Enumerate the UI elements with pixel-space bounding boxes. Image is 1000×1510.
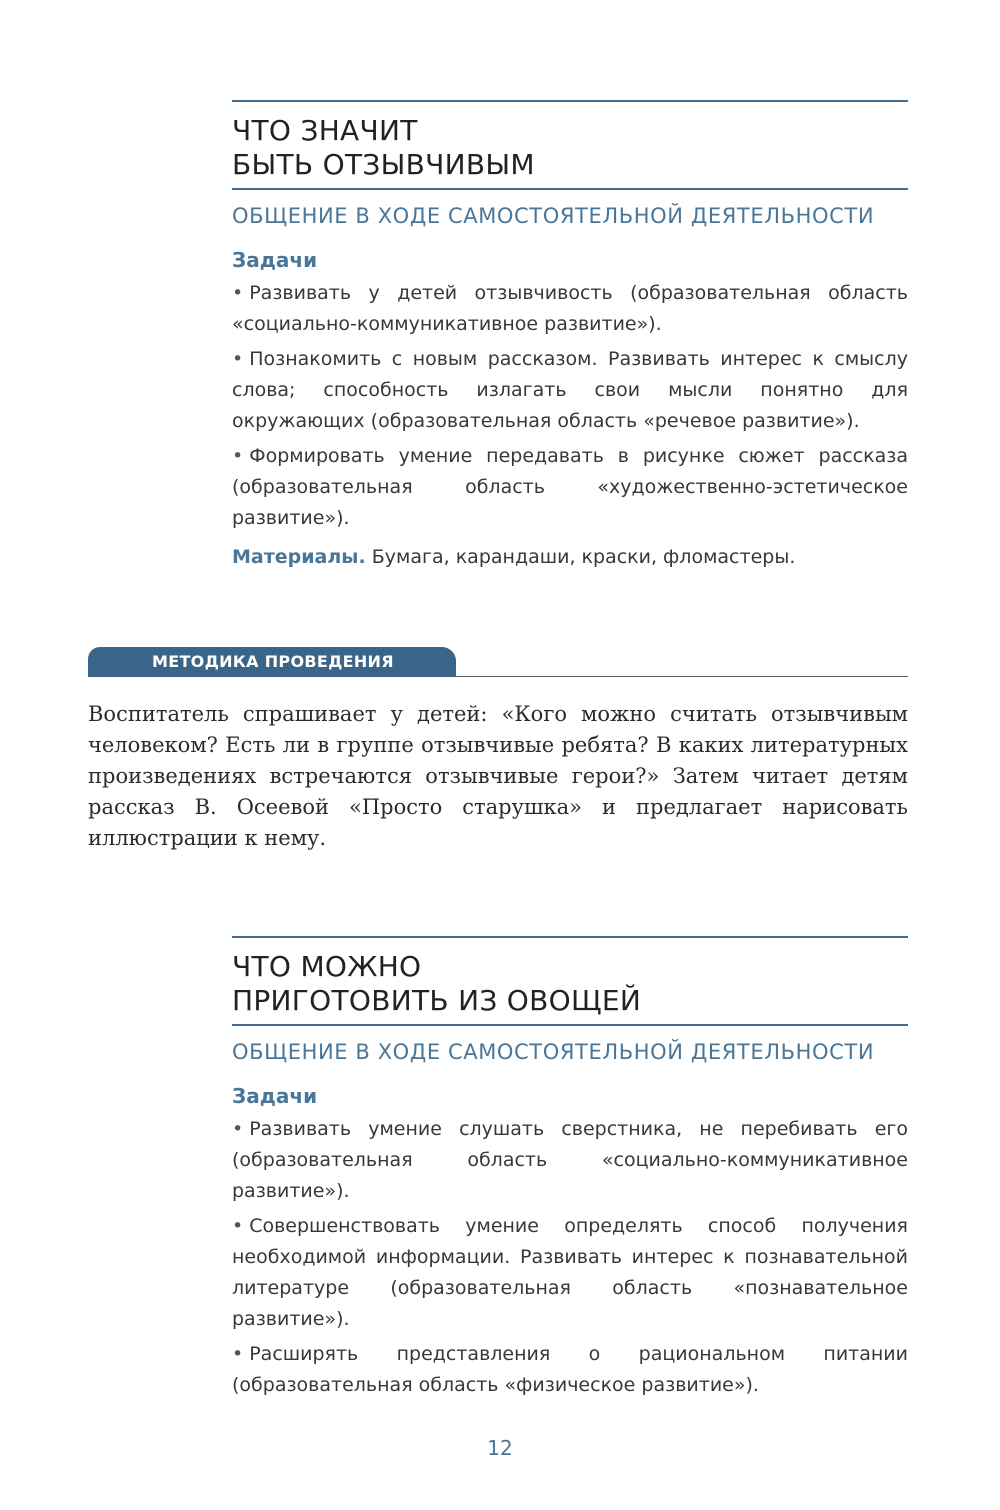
section-title [232,950,908,1018]
task-item [232,441,908,534]
task-item [232,1211,908,1335]
title-top-rule [232,936,908,938]
bullet-icon: • [232,1343,244,1365]
bullet-icon: • [232,282,244,304]
title-top-rule [232,100,908,102]
task-text: Познакомить с новым рассказом. Развивать интерес к смыслу слова; способность излагать свои мысли понятно для окружающих (образовательная область «речевое развитие»). [232,348,908,432]
materials [232,542,908,573]
bullet-icon: • [232,348,244,370]
task-item [232,344,908,437]
bullet-icon: • [232,1215,244,1237]
task-text: Совершенствовать умение определять способ получения необходимой информации. Развивать интерес к познавательной литературе (образовательная область «познавательное развитие»). [232,1215,908,1330]
bullet-icon: • [232,1118,244,1140]
section-responsive [232,100,908,573]
materials-label: Материалы. [232,546,366,568]
task-item [232,1339,908,1401]
materials-text: Бумага, карандаши, краски, фломастеры. [371,546,796,568]
section-subtitle: ОБЩЕНИЕ В ХОДЕ САМОСТОЯТЕЛЬНОЙ ДЕЯТЕЛЬНОСТИ [232,204,875,228]
section-subtitle: ОБЩЕНИЕ В ХОДЕ САМОСТОЯТЕЛЬНОЙ ДЕЯТЕЛЬНОСТИ [232,1040,875,1064]
task-text: Развивать умение слушать сверстника, не перебивать его (образовательная область «социально-коммуникативное развитие»). [232,1118,908,1202]
task-text: Развивать у детей отзывчивость (образовательная область «социально-коммуникативное развитие»). [232,282,908,335]
bullet-icon: • [232,445,244,467]
tasks-label: Задачи [232,1084,318,1108]
tasks-label: Задачи [232,248,318,272]
method-paragraph: Воспитатель спрашивает у детей: «Кого можно считать отзывчивым человеком? Есть ли в группе отзывчивые ребята? В каких литературных произведениях встречаются отзывчивые герои?» Затем читает детям рассказ В. Осеевой «Просто старушка» и предлагает нарисовать иллюстрации к нему. [88,702,908,850]
task-item [232,278,908,340]
task-item [232,1114,908,1207]
task-text: Расширять представления о рациональном питании (образовательная область «физическое развитие»). [232,1343,908,1396]
section-title [232,114,908,182]
method-tab-label: МЕТОДИКА ПРОВЕДЕНИЯ [88,647,456,677]
title-bottom-rule [232,1024,908,1026]
section-title-line-1: ЧТО МОЖНО [232,950,422,983]
method-header [88,647,908,679]
page-number: 12 [487,1436,513,1460]
title-bottom-rule [232,188,908,190]
section-title-line-1: ЧТО ЗНАЧИТ [232,114,418,147]
section-vegetables [232,936,908,1401]
task-text: Формировать умение передавать в рисунке сюжет рассказа (образовательная область «художественно-эстетическое развитие»). [232,445,908,529]
section-title-line-2: БЫТЬ ОТЗЫВЧИВЫМ [232,148,535,181]
section-title-line-2: ПРИГОТОВИТЬ ИЗ ОВОЩЕЙ [232,984,642,1017]
